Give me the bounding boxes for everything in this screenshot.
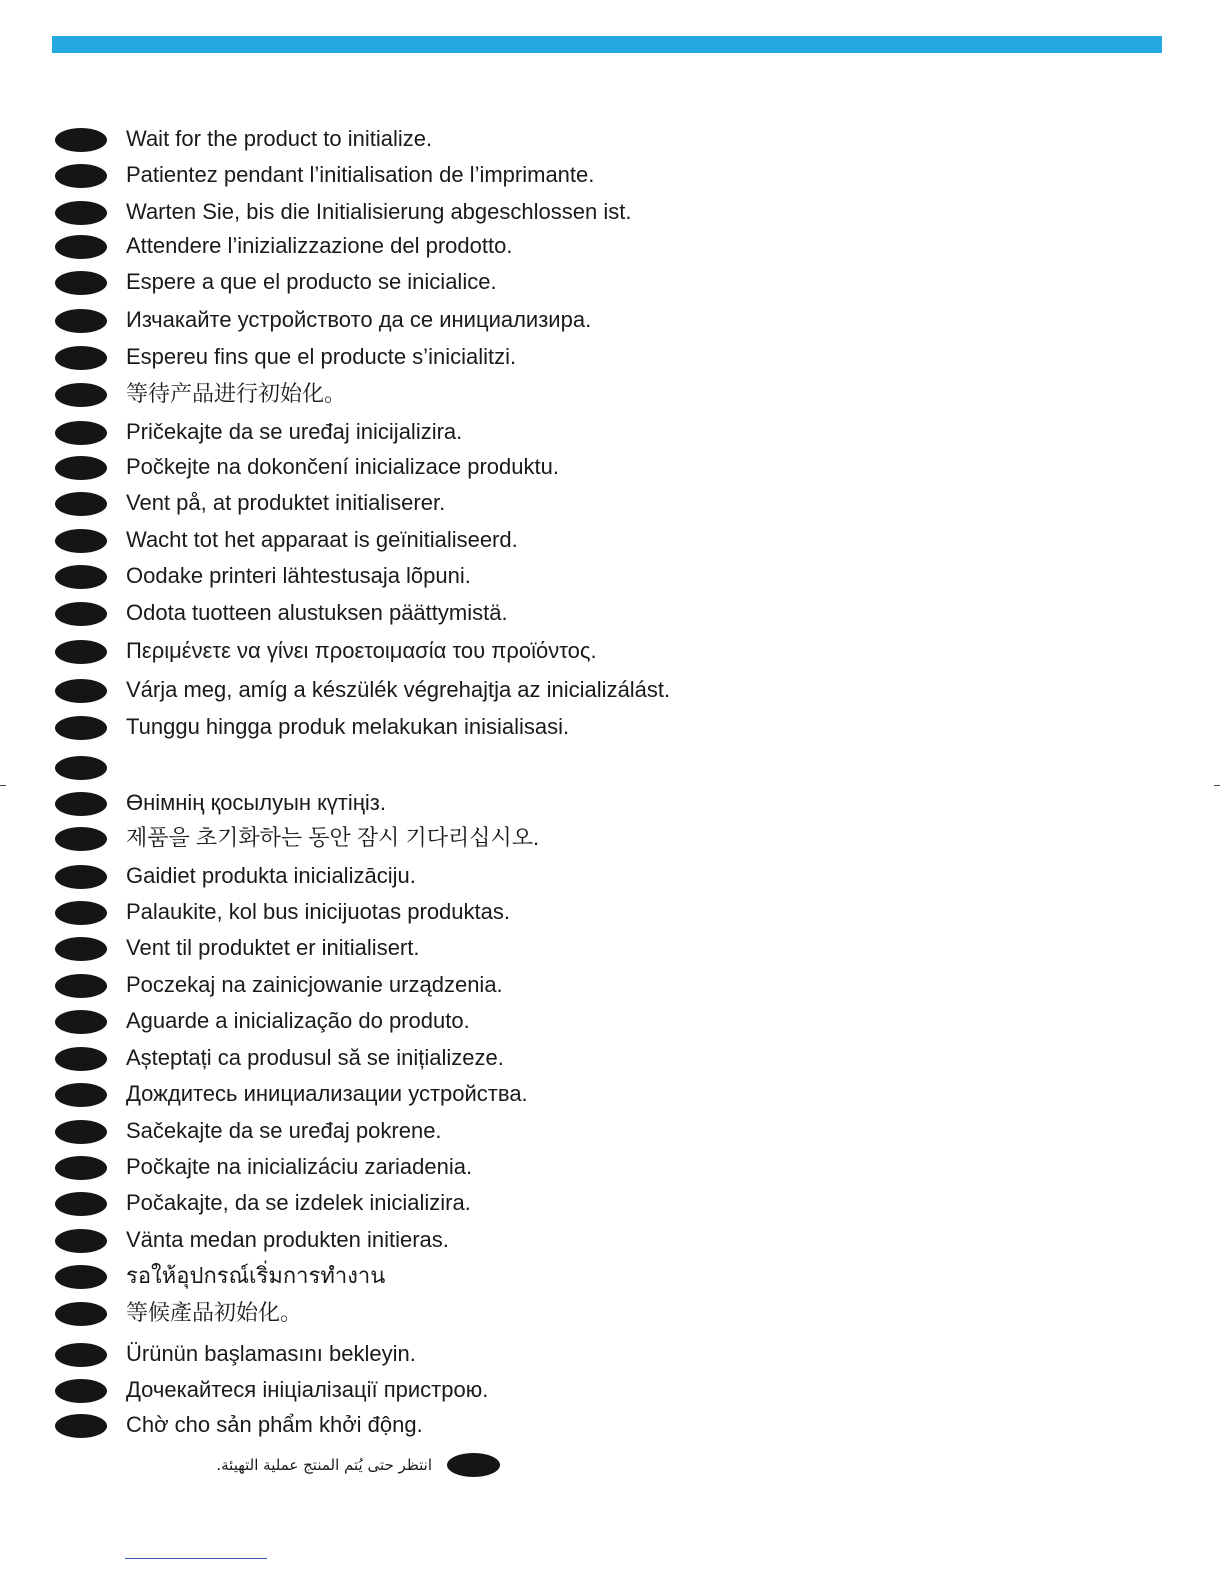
language-marker xyxy=(55,1156,107,1180)
instruction-text: Aguarde a inicialização do produto. xyxy=(126,1008,470,1033)
instruction-row-arabic xyxy=(180,1450,510,1480)
language-marker xyxy=(55,974,107,998)
instruction-row xyxy=(55,1079,955,1109)
instruction-text: Počkajte na inicializáciu zariadenia. xyxy=(126,1154,473,1179)
instruction-row xyxy=(55,897,955,927)
instruction-row xyxy=(55,861,955,891)
language-marker xyxy=(55,865,107,889)
instruction-row xyxy=(55,1116,955,1146)
language-marker xyxy=(55,164,107,188)
instruction-text: Tunggu hingga produk melakukan inisialisasi. xyxy=(126,714,570,739)
instruction-row xyxy=(55,197,955,227)
instruction-row xyxy=(55,160,955,190)
language-marker xyxy=(55,421,107,445)
header-color-bar xyxy=(52,36,1162,53)
instruction-text: 제품을 초기화하는 동안 잠시 기다리십시오. xyxy=(126,825,540,850)
instruction-row xyxy=(55,124,955,154)
instruction-row xyxy=(55,933,955,963)
language-marker xyxy=(55,1343,107,1367)
instruction-row xyxy=(55,675,955,705)
instruction-text: Palaukite, kol bus inicijuotas produktas. xyxy=(126,899,510,924)
language-marker xyxy=(55,529,107,553)
instruction-row xyxy=(55,1225,955,1255)
instruction-row xyxy=(55,1410,955,1440)
language-marker xyxy=(55,1120,107,1144)
language-marker xyxy=(55,492,107,516)
instruction-row xyxy=(55,452,955,482)
instruction-row xyxy=(55,488,955,518)
instruction-row xyxy=(55,712,955,742)
language-marker xyxy=(55,1229,107,1253)
language-marker xyxy=(55,1047,107,1071)
instruction-row xyxy=(55,598,955,628)
language-marker xyxy=(55,1265,107,1289)
instruction-text: Oodake printeri lähtestusaja lõpuni. xyxy=(126,563,471,588)
language-marker xyxy=(55,1379,107,1403)
instruction-text-arabic: انتظر حتى يُتم المنتج عملية التهيئة. xyxy=(216,1456,432,1474)
language-marker xyxy=(447,1453,500,1477)
instruction-text: Attendere l’inizializzazione del prodotto. xyxy=(126,233,513,258)
language-marker xyxy=(55,271,107,295)
instruction-row xyxy=(55,1043,955,1073)
instruction-row xyxy=(55,525,955,555)
instruction-text: Дочекайтеся ініціалізації пристрою. xyxy=(126,1377,489,1402)
instruction-text: Дождитесь инициализации устройства. xyxy=(126,1081,528,1106)
language-marker xyxy=(55,201,107,225)
language-marker xyxy=(55,565,107,589)
instruction-row xyxy=(55,752,955,782)
footer-rule xyxy=(125,1558,267,1559)
instruction-text: รอให้อุปกรณ์เริ่มการทำงาน xyxy=(126,1263,386,1288)
instruction-text: Espereu fins que el producte s’inicialitzi. xyxy=(126,344,517,369)
language-marker xyxy=(55,640,107,664)
instruction-text: Изчакайте устройството да се инициализира. xyxy=(126,307,592,332)
instruction-text: Patientez pendant l’initialisation de l’imprimante. xyxy=(126,162,595,187)
instruction-text: Poczekaj na zainicjowanie urządzenia. xyxy=(126,972,503,997)
instruction-row xyxy=(55,1375,955,1405)
instruction-text: Warten Sie, bis die Initialisierung abgeschlossen ist. xyxy=(126,199,632,224)
instruction-row xyxy=(55,1261,955,1291)
instruction-row xyxy=(55,636,955,666)
instruction-row xyxy=(55,342,955,372)
language-marker xyxy=(55,1414,107,1438)
language-marker xyxy=(55,901,107,925)
language-marker xyxy=(55,1192,107,1216)
instruction-text: Espere a que el producto se inicialice. xyxy=(126,269,497,294)
language-marker xyxy=(55,1302,107,1326)
language-marker xyxy=(55,756,107,780)
instruction-row xyxy=(55,305,955,335)
instruction-text: Περιμένετε να γίνει προετοιμασία του προϊόντος. xyxy=(126,638,597,663)
instruction-text: Wacht tot het apparaat is geïnitialiseerd. xyxy=(126,527,518,552)
language-marker xyxy=(55,937,107,961)
instruction-text: Počakajte, da se izdelek inicializira. xyxy=(126,1190,471,1215)
instruction-row xyxy=(55,1006,955,1036)
language-marker xyxy=(55,456,107,480)
language-marker xyxy=(55,1083,107,1107)
language-marker xyxy=(55,602,107,626)
instruction-text: Așteptați ca produsul să se inițializeze. xyxy=(126,1045,504,1070)
language-marker xyxy=(55,1010,107,1034)
language-marker xyxy=(55,792,107,816)
instruction-row xyxy=(55,417,955,447)
instruction-text: Počkejte na dokončení inicializace produktu. xyxy=(126,454,559,479)
instruction-row xyxy=(55,231,955,261)
instruction-row xyxy=(55,1188,955,1218)
instruction-row xyxy=(55,970,955,1000)
instruction-text: Chờ cho sản phẩm khởi động. xyxy=(126,1412,423,1437)
instruction-row xyxy=(55,561,955,591)
instruction-text: Vänta medan produkten initieras. xyxy=(126,1227,449,1252)
instruction-row xyxy=(55,267,955,297)
instruction-row xyxy=(55,379,955,409)
instruction-text: 等待产品进行初始化。 xyxy=(126,381,347,406)
instruction-row xyxy=(55,1298,955,1328)
language-marker xyxy=(55,309,107,333)
instruction-text: Gaidiet produkta inicializāciju. xyxy=(126,863,416,888)
language-marker xyxy=(55,827,107,851)
instruction-text: Vent på, at produktet initialiserer. xyxy=(126,490,446,515)
crop-mark-right xyxy=(1214,785,1220,786)
instruction-row xyxy=(55,788,955,818)
instruction-text: Vent til produktet er initialisert. xyxy=(126,935,420,960)
instruction-text: Pričekajte da se uređaj inicijalizira. xyxy=(126,419,463,444)
instruction-text: Sačekajte da se uređaj pokrene. xyxy=(126,1118,442,1143)
language-marker xyxy=(55,716,107,740)
instruction-text: Wait for the product to initialize. xyxy=(126,126,433,151)
language-marker xyxy=(55,383,107,407)
language-marker xyxy=(55,235,107,259)
instruction-text: Odota tuotteen alustuksen päättymistä. xyxy=(126,600,508,625)
instruction-text: 等候產品初始化。 xyxy=(126,1300,303,1325)
instruction-text: Ürünün başlamasını bekleyin. xyxy=(126,1341,416,1366)
instruction-row xyxy=(55,823,955,853)
instruction-row xyxy=(55,1339,955,1369)
language-marker xyxy=(55,679,107,703)
language-marker xyxy=(55,128,107,152)
instruction-text: Várja meg, amíg a készülék végrehajtja az inicializálást. xyxy=(126,677,671,702)
instruction-text: Өнімнің қосылуын күтіңіз. xyxy=(126,790,386,815)
crop-mark-left xyxy=(0,785,6,786)
instruction-row xyxy=(55,1152,955,1182)
language-marker xyxy=(55,346,107,370)
